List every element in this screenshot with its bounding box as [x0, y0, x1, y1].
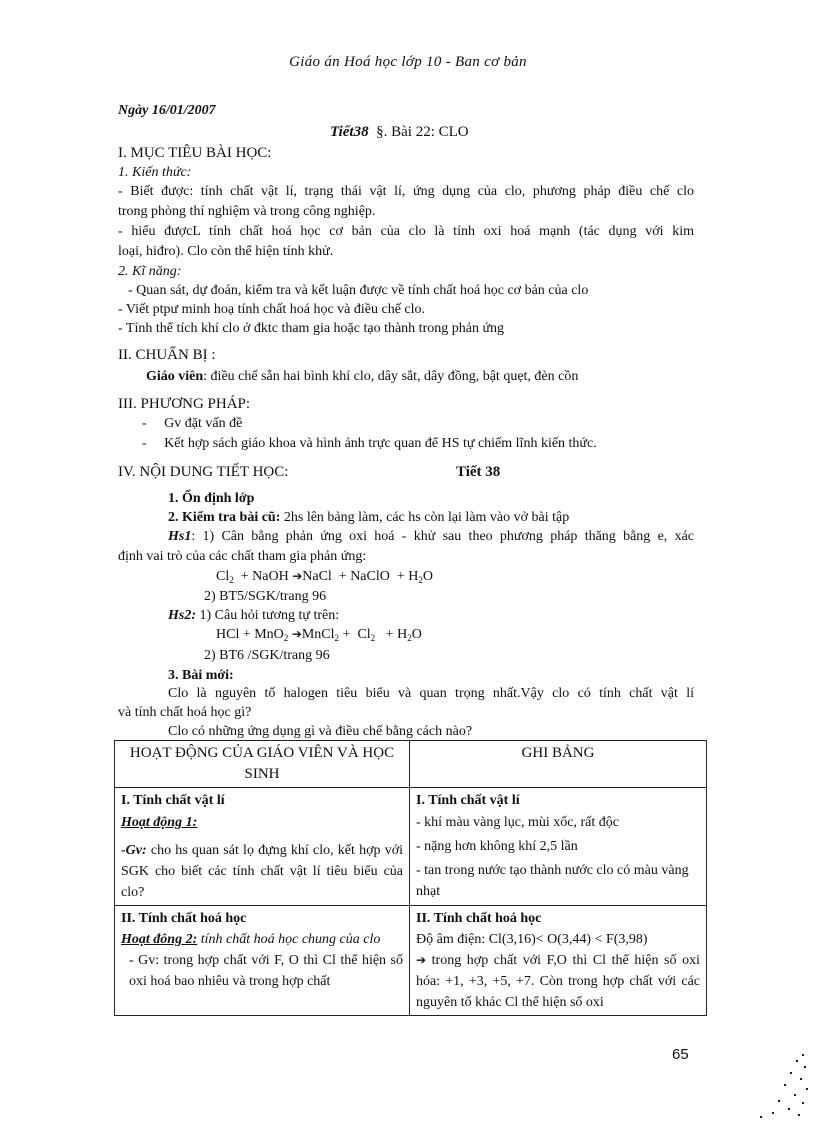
- document-header: Giáo án Hoá học lớp 10 - Ban cơ bản: [289, 54, 527, 70]
- oxidation-text: ➔ trong hợp chất với F,O thì Cl thể hiện số oxi hóa: +1, +3, +5, +7. Còn trong hợp chất với các nguyên tố khác Cl thể hiện số oxi: [416, 953, 700, 1010]
- teacher-text: : điều chế sẵn hai bình khí clo, dây sắt, dây đồng, bật quẹt, đèn cồn: [203, 369, 579, 384]
- equation-1: $Cl_2$ + NaOH ➔NaCl + NaClO + $H_2O$: [216, 569, 433, 585]
- row-title: II. Tính chất hoá học: [121, 911, 247, 926]
- skill-line: - Tính thể tích khí clo ở đktc tham gia hoặc tạo thành trong phản ứng: [118, 321, 505, 336]
- equation-2: HCl + MnO$_2$ ➔MnCl$_2$ + $Cl_2 + H_2O$: [216, 627, 422, 643]
- lesson-date: Ngày 16/01/2007: [118, 103, 216, 118]
- table-header-board: GHI BẢNG: [410, 741, 707, 788]
- arrow-icon: ➔: [416, 953, 427, 967]
- activity-label: Hoạt động 1:: [121, 815, 198, 830]
- list-item: - tan trong nước tạo thành nước clo có màu vàng nhạt: [416, 863, 689, 899]
- content-period: Tiết 38: [456, 464, 501, 480]
- table-row: [115, 906, 707, 1016]
- table-cell: [115, 788, 410, 906]
- teacher-label: Giáo viên: [146, 369, 204, 384]
- table-cell: [115, 906, 410, 1016]
- lesson-table: [114, 740, 707, 1016]
- skill-line: - Viết ptpư minh hoạ tính chất hoá học và điều chế clo.: [118, 302, 426, 317]
- skills-label: 2. Kĩ năng:: [118, 264, 182, 279]
- step-stabilize: 1. Ổn định lớp: [168, 491, 255, 506]
- table-header-activities: HOẠT ĐỘNG CỦA GIÁO VIÊN VÀ HỌC SINH: [115, 741, 410, 788]
- section-preparation-title: II. CHUẨN BỊ :: [118, 347, 216, 363]
- table-row: [115, 788, 707, 906]
- lesson-period: Tiết38: [330, 124, 369, 140]
- table-cell: [410, 788, 707, 906]
- lesson-title: [330, 124, 469, 141]
- page-number: 65: [672, 1046, 689, 1063]
- row-title: I. Tính chất vật lí: [121, 793, 225, 808]
- section-method-title: III. PHƯƠNG PHÁP:: [118, 396, 251, 412]
- section-content-title: IV. NỘI DUNG TIẾT HỌC:: [118, 464, 289, 480]
- hs2-question: Hs2: 1) Câu hỏi tương tự trên:: [168, 608, 340, 623]
- method-item: - Kết hợp sách giáo khoa và hình ảnh trực quan để HS tự chiếm lĩnh kiến thức.: [142, 436, 597, 451]
- scan-dots-decoration: [720, 1050, 810, 1120]
- step-new-lesson: 3. Bài mới:: [168, 668, 234, 683]
- knowledge-line: loại, hiđro). Clo còn thể hiện tính khử.: [118, 244, 334, 259]
- table-cell: [410, 906, 707, 1016]
- hs1-question-cont: định vai trò của các chất tham gia phản ứng:: [118, 549, 367, 564]
- activity-text: -Gv: cho hs quan sát lọ đựng khí clo, kết hợp với SGK cho biết các tính chất vật lí tiêu biểu của clo?: [121, 843, 403, 900]
- knowledge-line: - hiểu đượcL tính chất hoá học cơ bản của clo là tính oxi hoá mạnh (tác dụng với kim: [118, 224, 694, 239]
- row-title: II. Tính chất hoá học: [416, 911, 542, 926]
- section-objectives-title: I. MỤC TIÊU BÀI HỌC:: [118, 145, 272, 161]
- teacher-preparation: [146, 369, 578, 385]
- hs1-question: Hs1: 1) Cân bằng phản ứng oxi hoá - khử sau theo phương pháp thăng bằng e, xác: [168, 529, 694, 544]
- activity-label: Hoạt đông 2: tính chất hoá học chung của clo: [121, 932, 381, 947]
- intro-text: Clo là nguyên tố halogen tiêu biểu và quan trọng nhất.Vậy clo có tính chất vật lí: [168, 686, 694, 701]
- method-item: - Gv đặt vấn đề: [142, 416, 243, 431]
- step-review: 2. Kiểm tra bài cũ: 2hs lên bảng làm, các hs còn lại làm vào vở bài tập: [168, 510, 570, 525]
- intro-text: và tính chất hoá học gì?: [118, 705, 252, 720]
- table-header-row: [115, 741, 707, 788]
- knowledge-line: trong phòng thí nghiệm và trong công nghiệp.: [118, 204, 376, 219]
- knowledge-line: - Biết được: tính chất vật lí, trạng thái vật lí, ứng dụng của clo, phương pháp điều chế clo: [118, 184, 694, 199]
- activity-text: - Gv: trong hợp chất với F, O thì Cl thể hiện số oxi hoá bao nhiêu và trong hợp chất: [129, 953, 403, 989]
- hs2-item2: 2) BT6 /SGK/trang 96: [204, 648, 330, 663]
- electronegativity-text: Độ âm điện: Cl(3,16)< O(3,44) < F(3,98): [416, 932, 648, 947]
- intro-text: Clo có những ứng dụng gì và điều chế bằng cách nào?: [168, 724, 473, 739]
- list-item: - khí màu vàng lục, mùi xốc, rất độc: [416, 815, 619, 830]
- skill-line: - Quan sát, dự đoán, kiểm tra và kết luận được về tính chất hoá học cơ bản của clo: [128, 283, 589, 298]
- knowledge-label: 1. Kiến thức:: [118, 165, 192, 180]
- list-item: - nặng hơn không khí 2,5 lần: [416, 839, 578, 854]
- hs1-item2: 2) BT5/SGK/trang 96: [204, 589, 327, 604]
- lesson-name: §. Bài 22: CLO: [376, 124, 469, 140]
- row-title: I. Tính chất vật lí: [416, 793, 520, 808]
